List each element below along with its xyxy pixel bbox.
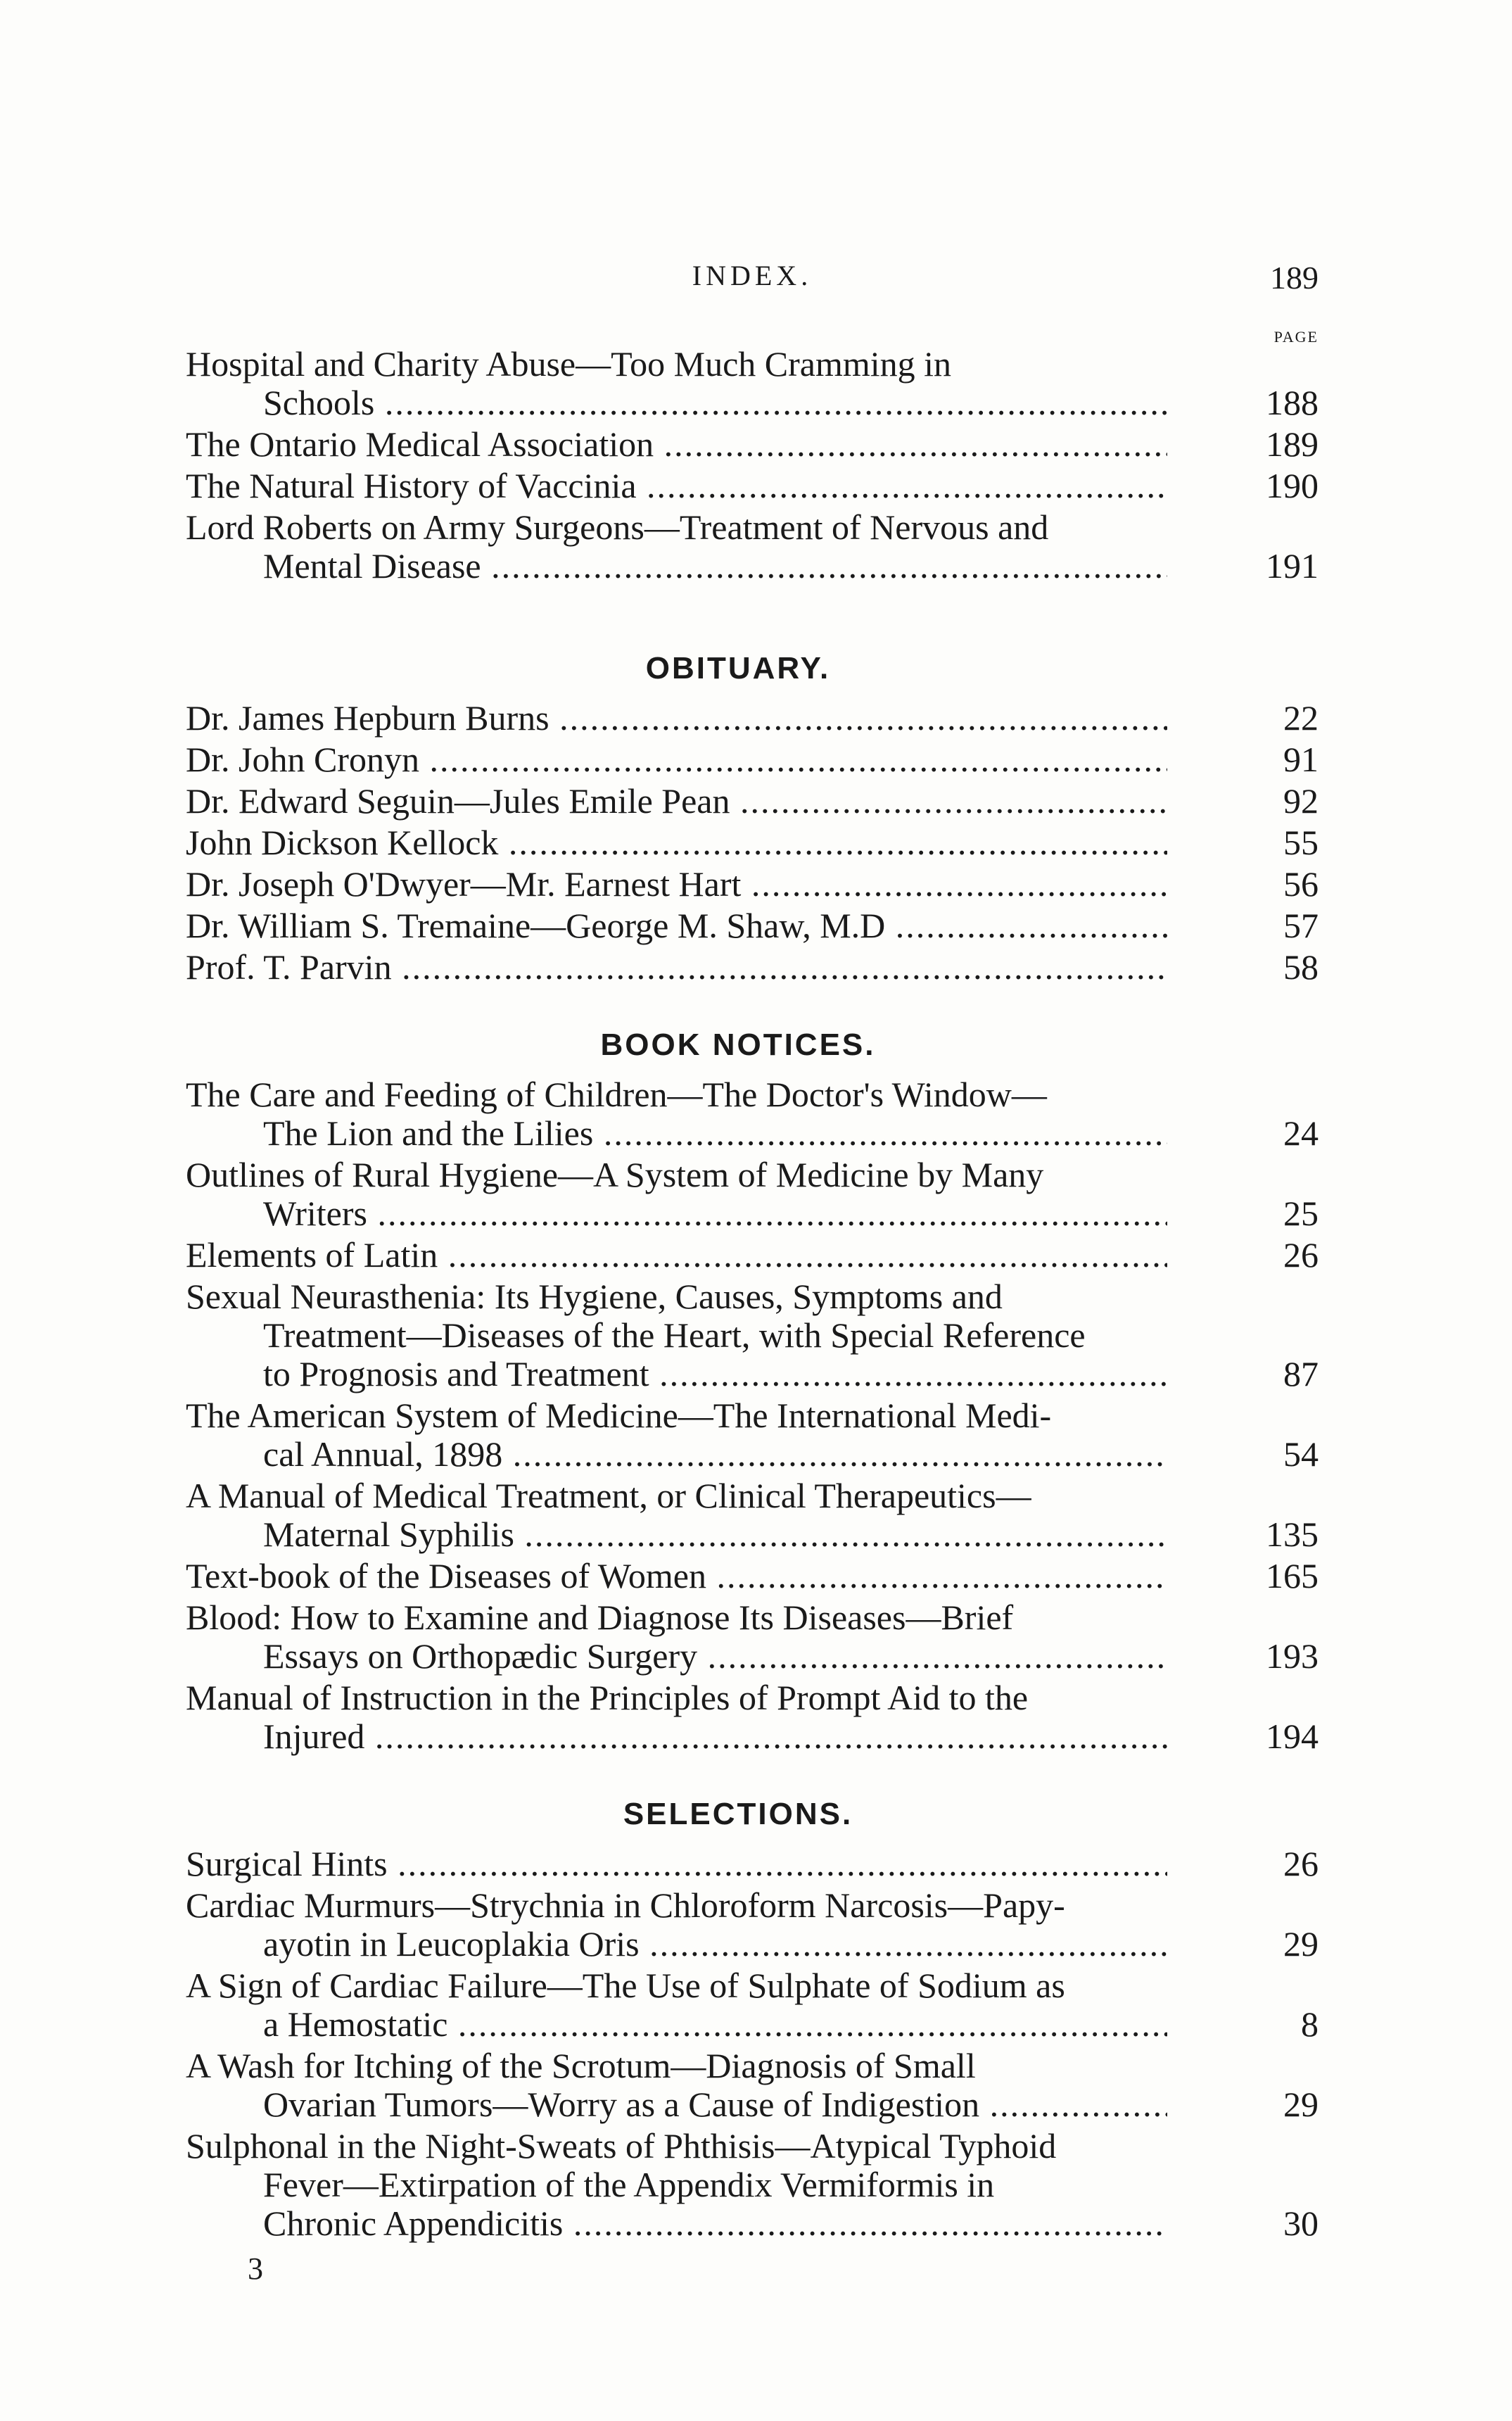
- index-entry: [186, 823, 1319, 862]
- entry-page-number: 189: [1266, 424, 1319, 464]
- index-entry: [186, 699, 1319, 738]
- index-entry: [186, 1966, 1319, 2044]
- entry-page-number: 188: [1266, 383, 1319, 422]
- entry-text-line: Dr. John Cronyn .....: [186, 740, 1167, 779]
- entry-page-number: 30: [1283, 2204, 1319, 2243]
- entry-text-line: The American System of Medicine—The International Medi-: [186, 1396, 1052, 1435]
- entry-page-number: 165: [1266, 1556, 1319, 1595]
- entry-text-line: Hospital and Charity Abuse—Too Much Cramming in: [186, 345, 952, 384]
- entry-page-number: 92: [1283, 781, 1319, 821]
- entry-page-number: 26: [1283, 1844, 1319, 1883]
- index-entry: [186, 508, 1319, 586]
- entry-text-line: Text-book of the Diseases of Women .....: [186, 1557, 1167, 1595]
- entry-page-number: 55: [1283, 823, 1319, 862]
- entry-text-line: Fever—Extirpation of the Appendix Vermiformis in: [263, 2166, 995, 2204]
- index-content: [186, 345, 1319, 2246]
- entry-text-line: Treatment—Diseases of the Heart, with Special Reference: [263, 1316, 1086, 1355]
- index-section: [186, 1795, 1319, 2243]
- entry-text-line: Dr. Edward Seguin—Jules Emile Pean .....: [186, 782, 1167, 821]
- entry-text-line: a Hemostatic .....: [186, 2005, 1167, 2044]
- entry-text-line: Manual of Instruction in the Principles of Prompt Aid to the: [186, 1679, 1029, 1717]
- entry-page-number: 58: [1283, 947, 1319, 987]
- entry-text-line: Schools .....: [186, 384, 1167, 422]
- entry-text-line: Essays on Orthopædic Surgery .....: [186, 1637, 1167, 1676]
- entry-text-line: Sulphonal in the Night-Sweats of Phthisis—Atypical Typhoid: [186, 2127, 1057, 2166]
- index-entry: [186, 1277, 1319, 1393]
- entry-page-number: 26: [1283, 1235, 1319, 1275]
- entry-page-number: 135: [1266, 1515, 1319, 1554]
- entry-page-number: 191: [1266, 546, 1319, 586]
- entry-page-number: 193: [1266, 1636, 1319, 1676]
- page-number: 189: [1270, 260, 1319, 296]
- entry-text-line: Chronic Appendicitis .....: [186, 2204, 1167, 2243]
- index-entry: [186, 2047, 1319, 2124]
- section-heading: OBITUARY.: [645, 651, 831, 685]
- signature-mark: 3: [248, 2251, 263, 2286]
- index-entry: [186, 1236, 1319, 1275]
- index-entry: [186, 865, 1319, 904]
- index-entry: [186, 467, 1319, 505]
- entry-text-line: Mental Disease .....: [186, 547, 1167, 586]
- entry-text-line: The Ontario Medical Association .....: [186, 425, 1167, 464]
- entry-page-number: 190: [1266, 466, 1319, 505]
- entry-text-line: Ovarian Tumors—Worry as a Cause of Indigestion .....: [186, 2085, 1167, 2124]
- index-entry: [186, 906, 1319, 945]
- entry-text-line: A Wash for Itching of the Scrotum—Diagnosis of Small: [186, 2047, 976, 2085]
- index-entry: [186, 1557, 1319, 1595]
- index-entry: [186, 740, 1319, 779]
- index-entry: [186, 948, 1319, 987]
- entry-text-line: Dr. Joseph O'Dwyer—Mr. Earnest Hart .....: [186, 865, 1167, 904]
- entry-page-number: 54: [1283, 1434, 1319, 1474]
- entry-text-line: The Lion and the Lilies .....: [186, 1114, 1167, 1153]
- index-entry: [186, 345, 1319, 422]
- entry-text-line: Elements of Latin .....: [186, 1236, 1167, 1275]
- entry-text-line: Injured .....: [186, 1717, 1167, 1756]
- index-entry: [186, 782, 1319, 821]
- entry-text-line: Maternal Syphilis .....: [186, 1515, 1167, 1554]
- entry-text-line: to Prognosis and Treatment .....: [186, 1355, 1167, 1393]
- entry-text-line: cal Annual, 1898 .....: [186, 1435, 1167, 1474]
- index-section: [186, 1025, 1319, 1756]
- page-title: INDEX.: [692, 260, 813, 291]
- index-entry: [186, 1396, 1319, 1474]
- entry-text-line: Blood: How to Examine and Diagnose Its Diseases—Brief: [186, 1598, 1014, 1637]
- entry-text-line: The Natural History of Vaccinia .....: [186, 467, 1167, 505]
- index-entry: [186, 1845, 1319, 1883]
- index-entry: [186, 1679, 1319, 1756]
- entry-text-line: A Manual of Medical Treatment, or Clinical Therapeutics—: [186, 1477, 1031, 1515]
- entry-text-line: ayotin in Leucoplakia Oris .....: [186, 1925, 1167, 1964]
- entry-text-line: Sexual Neurasthenia: Its Hygiene, Causes, Symptoms and: [186, 1277, 1003, 1316]
- running-head: [186, 259, 1319, 301]
- entry-text-line: Lord Roberts on Army Surgeons—Treatment of Nervous and: [186, 508, 1049, 547]
- entry-page-number: 29: [1283, 1924, 1319, 1964]
- entry-page-number: 25: [1283, 1194, 1319, 1233]
- entry-page-number: 91: [1283, 740, 1319, 779]
- section-heading: SELECTIONS.: [623, 1797, 853, 1831]
- entry-page-number: 194: [1266, 1717, 1319, 1756]
- index-entry: [186, 1156, 1319, 1233]
- entry-page-number: 87: [1283, 1354, 1319, 1393]
- entry-text-line: Dr. William S. Tremaine—George M. Shaw, M.D .....: [186, 906, 1167, 945]
- entry-text-line: Writers .....: [186, 1194, 1167, 1233]
- entry-text-line: Outlines of Rural Hygiene—A System of Medicine by Many: [186, 1156, 1044, 1194]
- index-entry: [186, 425, 1319, 464]
- entry-text-line: John Dickson Kellock .....: [186, 823, 1167, 862]
- entry-text-line: The Care and Feeding of Children—The Doctor's Window—: [186, 1075, 1047, 1114]
- entry-text-line: Cardiac Murmurs—Strychnia in Chloroform Narcosis—Papy-: [186, 1886, 1065, 1925]
- index-entry: [186, 2127, 1319, 2243]
- entry-page-number: 24: [1283, 1113, 1319, 1153]
- entry-text-line: Surgical Hints .....: [186, 1845, 1167, 1883]
- page-column-label: PAGE: [1273, 328, 1319, 346]
- index-section: [186, 649, 1319, 987]
- index-entry: [186, 1598, 1319, 1676]
- entry-text-line: Prof. T. Parvin .....: [186, 948, 1167, 987]
- index-section: [186, 345, 1319, 586]
- entry-text-line: A Sign of Cardiac Failure—The Use of Sulphate of Sodium as: [186, 1966, 1065, 2005]
- index-entry: [186, 1477, 1319, 1554]
- index-entry: [186, 1886, 1319, 1964]
- entry-page-number: 56: [1283, 864, 1319, 904]
- entry-page-number: 57: [1283, 906, 1319, 945]
- entry-page-number: 29: [1283, 2085, 1319, 2124]
- entry-page-number: 22: [1283, 698, 1319, 738]
- entry-text-line: Dr. James Hepburn Burns .....: [186, 699, 1167, 738]
- index-entry: [186, 1075, 1319, 1153]
- entry-page-number: 8: [1301, 2004, 1319, 2044]
- section-heading: BOOK NOTICES.: [600, 1028, 876, 1062]
